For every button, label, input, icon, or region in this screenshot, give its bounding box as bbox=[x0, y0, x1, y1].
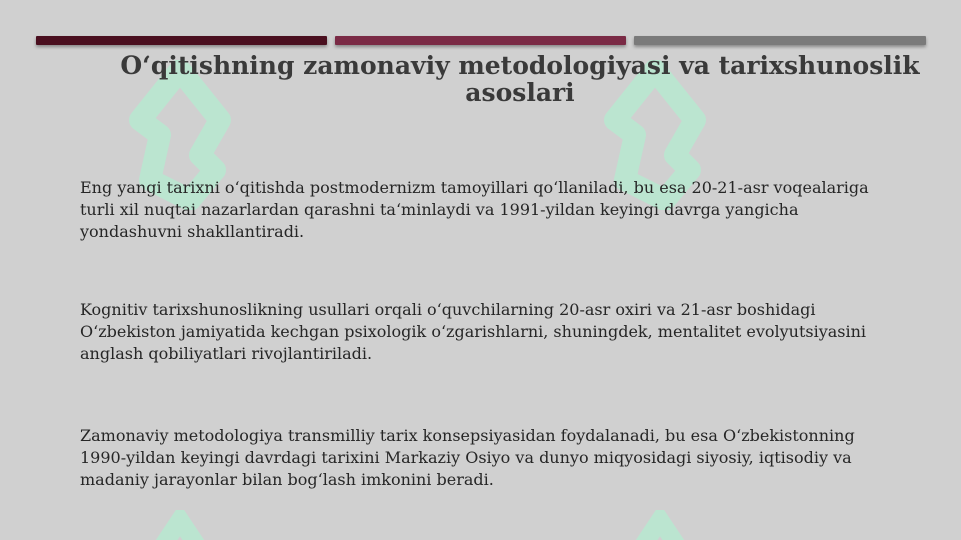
slide-title: O‘qitishning zamonaviy metodologiyasi va tarixshunoslik asoslari bbox=[120, 51, 920, 107]
paragraph-3: Zamonaviy metodologiya transmilliy tarix konsepsiyasidan foydalanadi, bu esa O‘zbekistonning 1990-yildan keyingi davrdagi tarixini Markaziy Osiyo va dunyo miqyosidagi siyosiy, iqtisodiy va madaniy jarayonlar bilan bog‘lash imkonini beradi. bbox=[80, 426, 855, 489]
paragraph-2: Kognitiv tarixshunoslikning usullari orqali o‘quvchilarning 20-asr oxiri va 21-asr boshidagi O‘zbekiston jamiyatida kechgan psixologik o‘zgarishlarni, shuningdek, mentalitet evolyutsiyasini anglash qobiliyatlari rivojlantiriladi. bbox=[80, 300, 867, 363]
header-bar-2 bbox=[335, 36, 626, 45]
header-bars bbox=[36, 36, 926, 46]
header-bar-1 bbox=[36, 36, 327, 45]
watermark-logo-bottom-left bbox=[150, 510, 210, 540]
watermark-logo-bottom-right bbox=[630, 510, 690, 540]
header-bar-3 bbox=[634, 36, 926, 45]
paragraph-1: Eng yangi tarixni o‘qitishda postmodernizm tamoyillari qo‘llaniladi, bu esa 20-21-asr voqealariga turli xil nuqtai nazarlardan qarashni ta‘minlaydi va 1991-yildan keyingi davrga yangicha yondashuvni shakllantiradi. bbox=[80, 178, 869, 241]
